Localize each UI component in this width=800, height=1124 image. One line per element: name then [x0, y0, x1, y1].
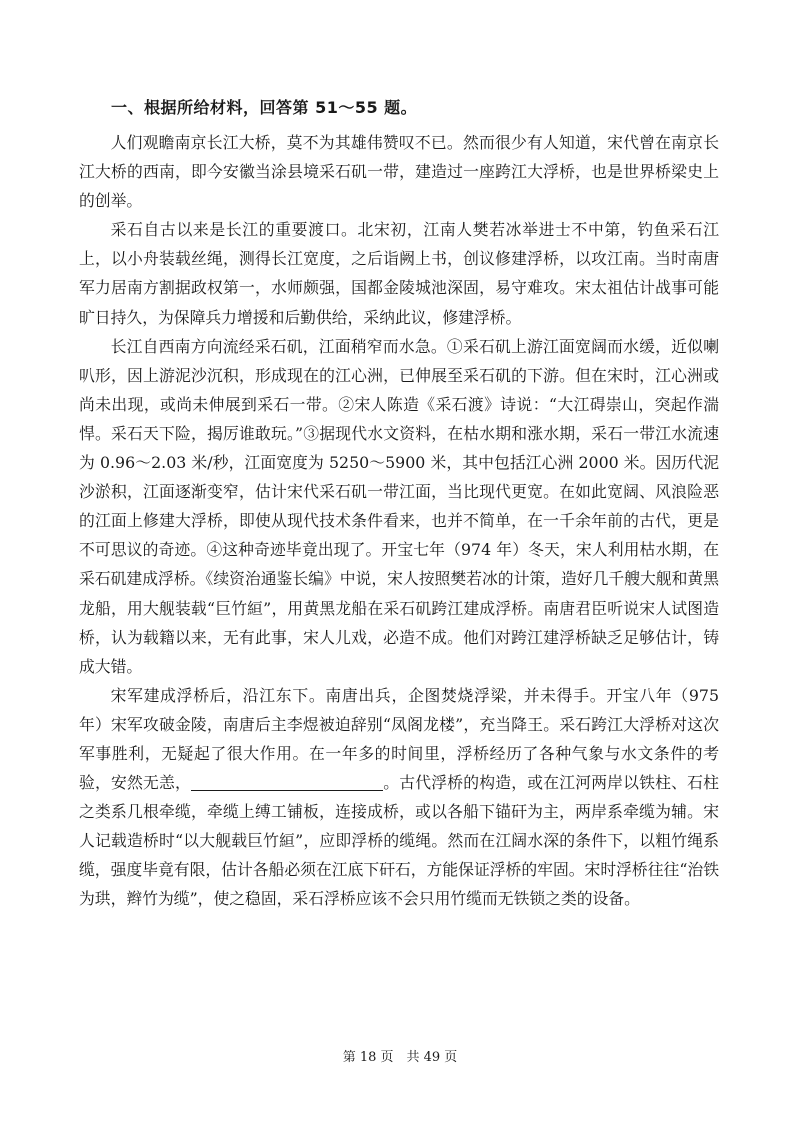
page-number-footer: 第 18 页 共 49 页	[342, 1050, 458, 1065]
paragraph-2: 采石自古以来是长江的重要渡口。北宋初，江南人樊若冰举进士不中第，钓鱼采石江上，以小舟装载丝绳，测得长江宽度，之后诣阙上书，创议修建浮桥，以攻江南。当时南唐军力居南方割据政权第一，水师颇强，国都金陵城池深固，易守难攻。宋太祖估计战事可能旷日持久，为保障兵力增援和后勤供给，采纳此议，修建浮桥。	[79, 220, 719, 327]
fill-in-blank	[191, 774, 383, 791]
paragraph-1: 人们观瞻南京长江大桥，莫不为其雄伟赞叹不已。然而很少有人知道，宋代曾在南京长江大桥的西南，即今安徽当涂县境采石矶一带，建造过一座跨江大浮桥，也是世界桥梁史上的创举。	[79, 133, 719, 211]
section-heading: 一、根据所给材料，回答第 51～55 题。	[111, 98, 418, 117]
paragraph-4-text-before-blank: 宋军建成浮桥后，沿江东下。南唐出兵，企图焚烧浮梁，并未得手。开宝八年（975 年）宋军攻破金陵，南唐后主李煜被迫辞别“凤阁龙楼”，充当降王。采石跨江大浮桥对这次军事胜利，无疑起了很大作用。在一年多的时间里，浮桥经历了各种气象与水文条件的考验，安然无恙，	[79, 685, 719, 793]
passage-body	[79, 128, 719, 914]
paragraph-4-text-after-blank: 。古代浮桥的构造，或在江河两岸以铁柱、石柱之类系几根牵缆，牵缆上缚工铺板，连接成桥，或以各船下锚矸为主，两岸系牵缆为辅。宋人记载造桥时“以大舰载巨竹絙”，应即浮桥的缆绳。然而在江阔水深的条件下，以粗竹绳系缆，强度毕竟有限，估计各船必须在江底下矸石，方能保证浮桥的牢固。宋时浮桥往往“治铁为珙，辫竹为缆”，使之稳固，采石浮桥应该不会只用竹缆而无铁锁之类的设备。	[79, 773, 719, 909]
paragraph-3: 长江自西南方向流经采石矶，江面稍窄而水急。①采石矶上游江面宽阔而水缓，近似喇叭形，因上游泥沙沉积，形成现在的江心洲，已伸展至采石矶的下游。但在宋时，江心洲或尚未出现，或尚未伸展到采石一带。②宋人陈造《采石渡》诗说：“大江碍崇山，突起作湍悍。采石天下险，揭厉谁敢玩。”③据现代水文资料，在枯水期和涨水期，采石一带江水流速为 0.96～2.03 米/秒，江面宽度为 5250～5900 米，其中包括江心洲 2000 米。因历代泥沙淤积，江面逐渐变窄，估计宋代采石矶一带江面，当比现代更宽。在如此宽阔、风浪险恶的江面上修建大浮桥，即使从现代技术条件看来，也并不简单，在一千余年前的古代，更是不可思议的奇迹。④这种奇迹毕竟出现了。开宝七年（974 年）冬天，宋人利用枯水期，在采石矶建成浮桥。《续资治通鉴长编》中说，宋人按照樊若冰的计策，造好几千艘大舰和黄黑龙船，用大舰装载“巨竹絙”，用黄黑龙船在采石矶跨江建成浮桥。南唐君臣听说宋人试图造桥，认为载籍以来，无有此事，宋人儿戏，必造不成。他们对跨江建浮桥缺乏足够估计，铸成大错。	[79, 336, 719, 676]
paragraph-4	[79, 681, 719, 914]
